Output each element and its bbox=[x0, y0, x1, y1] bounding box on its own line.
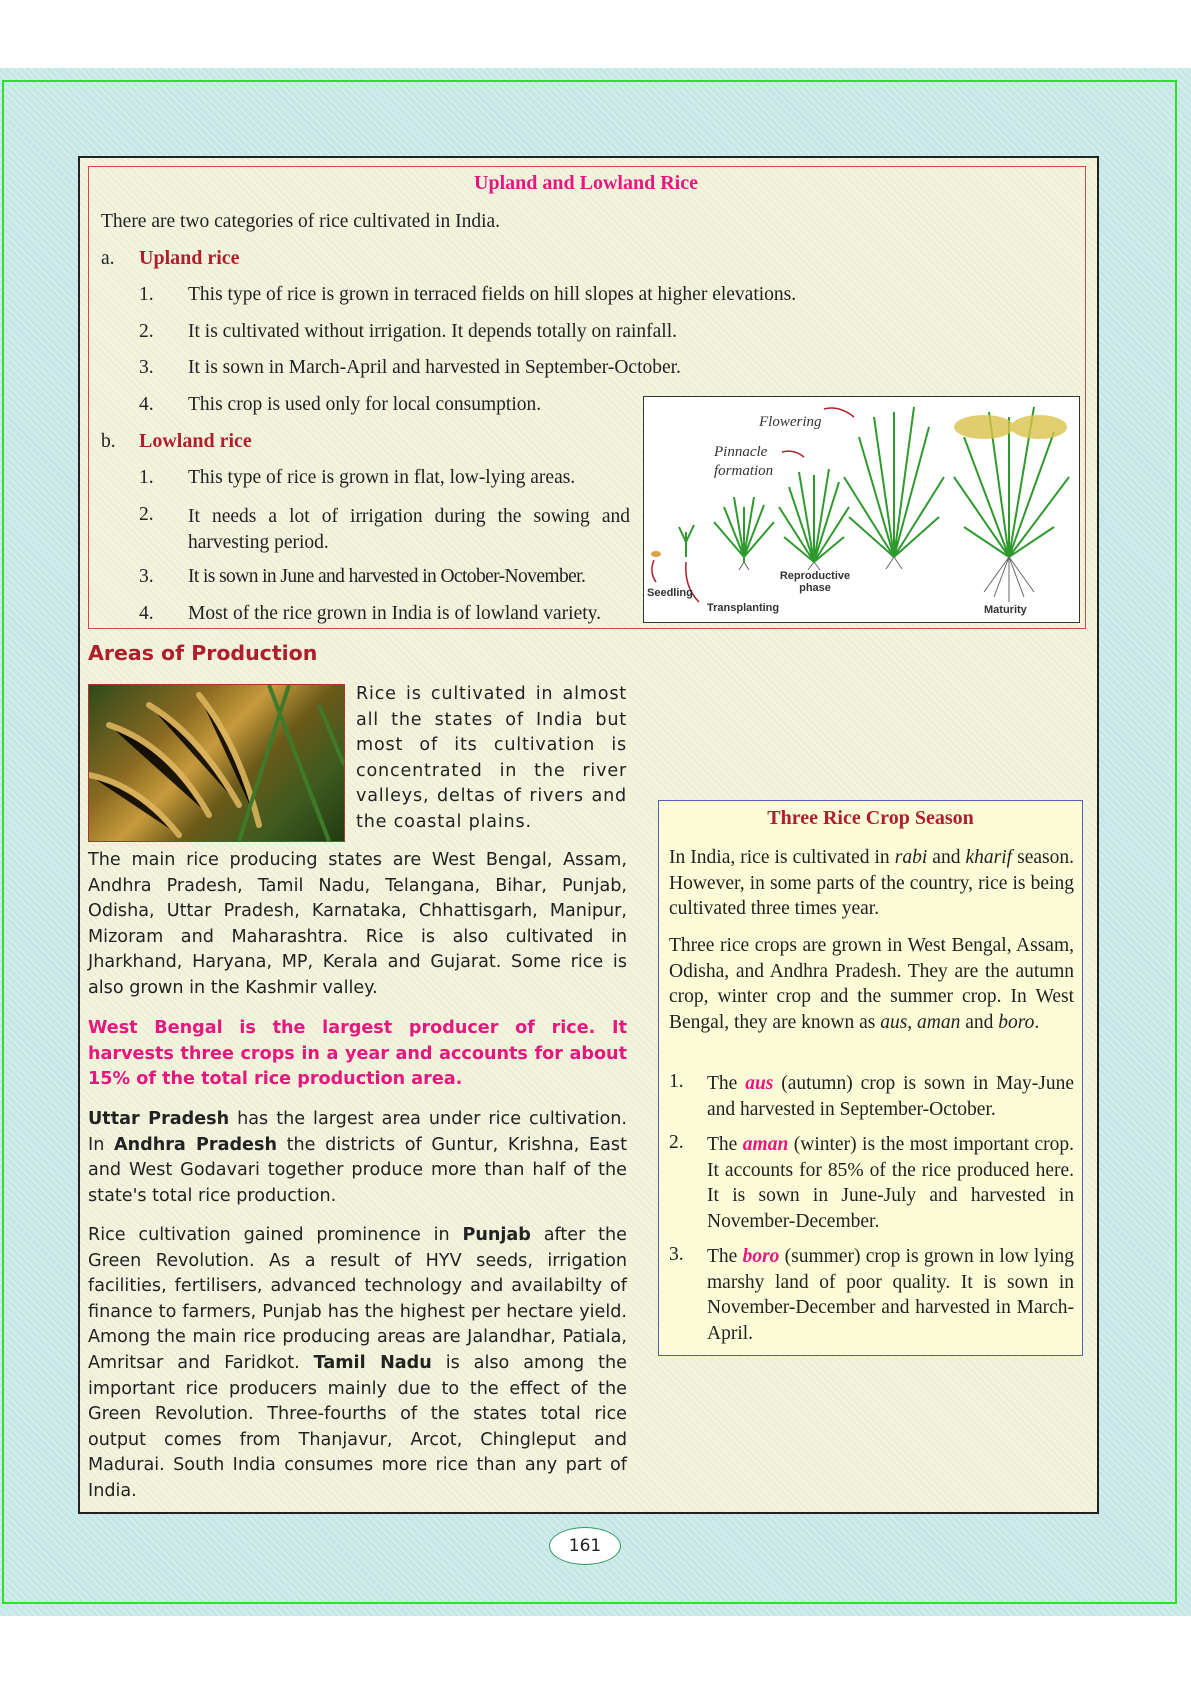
item-number: 1. bbox=[139, 467, 154, 488]
text: (summer) crop is grown in low lying marshy land of poor quality. It is sown in November-December and harvested in March-April. bbox=[707, 1246, 1074, 1344]
lowland-heading: Lowland rice bbox=[139, 430, 252, 452]
label-flowering: Flowering bbox=[759, 414, 822, 430]
rice-grain-photo bbox=[88, 684, 345, 842]
season-title: Three Rice Crop Season bbox=[767, 807, 974, 829]
item-number: 2. bbox=[139, 321, 154, 342]
text: Three rice crops are grown in West Bengal, Assam, Odisha, and Andhra Pradesh. They are the autumn crop, winter crop and the summer crop. In West Bengal, they are known as bbox=[669, 935, 1074, 1033]
highlight-paragraph: West Bengal is the largest producer of rice. It harvests three crops in a year and accounts for about 15% of the total rice production area. bbox=[88, 1018, 627, 1089]
rice-panicle-image bbox=[89, 685, 344, 841]
areas-paragraph-2: The main rice producing states are West Bengal, Assam, Andhra Pradesh, Tamil Nadu, Telangana, Bihar, Punjab, Odisha, Uttar Pradesh, Karnataka, Chhattisgarh, Manipur, Mizoram and Maharashtra. Rice is also cultivated in Jharkhand, Haryana, MP, Kerala and Gujarat. Some rice is also grown in the Kashmir valley. bbox=[88, 850, 627, 998]
list-item: Most of the rice grown in India is of lowland variety. bbox=[188, 603, 602, 624]
term: boro bbox=[742, 1246, 780, 1267]
areas-paragraph-4 bbox=[88, 1223, 627, 1505]
text: the districts of Guntur, Krishna, East and West Godavari together produce more than half of the state's total rice production. bbox=[88, 1134, 627, 1206]
season-item-boro bbox=[707, 1244, 1074, 1346]
item-number: 4. bbox=[139, 394, 154, 415]
item-number: 2. bbox=[139, 504, 154, 525]
areas-paragraph-1: Rice is cultivated in almost all the states of India but most of its cultivation is concentrated in the river valleys, deltas of rivers and the coastal plains. bbox=[356, 684, 627, 832]
item-number: 3. bbox=[139, 566, 154, 587]
list-item: It needs a lot of irrigation during the sowing and harvesting period. bbox=[188, 506, 630, 553]
term: kharif bbox=[965, 847, 1013, 868]
list-item: This crop is used only for local consumption. bbox=[188, 394, 542, 415]
season-paragraph-1 bbox=[669, 845, 1074, 922]
list-item: This type of rice is grown in flat, low-lying areas. bbox=[188, 467, 576, 488]
term: aman bbox=[917, 1011, 961, 1033]
text: The bbox=[707, 1134, 743, 1155]
label-b: b. bbox=[101, 431, 116, 452]
item-number: 1. bbox=[139, 284, 154, 305]
text: . bbox=[1034, 1011, 1040, 1033]
intro-text: There are two categories of rice cultivated in India. bbox=[101, 211, 501, 232]
bold-state: Andhra Pradesh bbox=[114, 1134, 277, 1155]
season-item-aus bbox=[707, 1071, 1074, 1122]
label-a: a. bbox=[101, 248, 115, 269]
text: has the largest area under rice cultivation. In bbox=[88, 1109, 627, 1155]
upland-heading: Upland rice bbox=[139, 247, 240, 269]
box-title: Upland and Lowland Rice bbox=[474, 172, 698, 194]
term: aus bbox=[745, 1073, 774, 1094]
rice-growth-stages-figure bbox=[643, 396, 1080, 623]
rice-plants-illustration bbox=[644, 397, 1079, 622]
bold-state: Tamil Nadu bbox=[313, 1352, 432, 1373]
label-reproductive: Reproductive phase bbox=[779, 570, 851, 594]
page-number: 161 bbox=[549, 1527, 621, 1565]
item-number: 2. bbox=[669, 1132, 684, 1153]
areas-paragraph-3 bbox=[88, 1107, 627, 1209]
label-pinnacle: Pinnacle formation bbox=[714, 444, 774, 479]
list-item: It is sown in March-April and harvested in September-October. bbox=[188, 357, 681, 378]
item-number: 3. bbox=[669, 1244, 684, 1265]
text: The bbox=[707, 1073, 746, 1094]
bold-state: Punjab bbox=[462, 1225, 531, 1245]
term: aman bbox=[742, 1134, 789, 1155]
text: (winter) is the most important crop. It accounts for 85% of the rice produced here. It is sown in June-July and harvested in November-December. bbox=[707, 1134, 1074, 1232]
bold-state: Uttar Pradesh bbox=[88, 1109, 230, 1129]
text: In India, rice is cultivated in bbox=[669, 847, 895, 868]
item-number: 4. bbox=[139, 603, 154, 624]
term: boro bbox=[998, 1011, 1035, 1033]
season-paragraph-2 bbox=[669, 933, 1074, 1035]
three-rice-season-box bbox=[658, 800, 1083, 1356]
term: aus bbox=[880, 1011, 908, 1033]
text: Rice cultivation gained prominence in bbox=[88, 1225, 463, 1245]
areas-heading: Areas of Production bbox=[88, 641, 318, 665]
label-seedling: Seedling bbox=[647, 587, 693, 599]
season-item-aman bbox=[707, 1132, 1074, 1234]
text: and bbox=[927, 847, 966, 868]
text: season. However, in some parts of the country, rice is being cultivated three times year. bbox=[669, 847, 1074, 919]
term: rabi bbox=[894, 847, 928, 868]
label-transplanting: Transplanting bbox=[707, 602, 780, 614]
item-number: 1. bbox=[669, 1071, 684, 1092]
text: (autumn) crop is sown in May-June and harvested in September-October. bbox=[707, 1073, 1074, 1120]
text: , bbox=[907, 1011, 918, 1033]
list-item: This type of rice is grown in terraced fields on hill slopes at higher elevations. bbox=[188, 284, 797, 305]
list-item: It is sown in June and harvested in October-November. bbox=[188, 566, 586, 587]
list-item: It is cultivated without irrigation. It depends totally on rainfall. bbox=[188, 321, 678, 342]
text: and bbox=[960, 1011, 999, 1033]
text: after the Green Revolution. As a result of HYV seeds, irrigation facilities, fertilisers, advanced technology and availabilty of finance to farmers, Punjab has the highest per hectare yield. Among the main rice producing areas are Jalandhar, Patiala, Amritsar and Faridkot. bbox=[88, 1225, 627, 1373]
label-maturity: Maturity bbox=[984, 604, 1027, 616]
text: The bbox=[707, 1246, 743, 1267]
text: is also among the important rice producers mainly due to the effect of the Green Revolution. Three-fourths of the states total rice output comes from Thanjavur, Arcot, Chingleput and Madurai. South India consumes more rice than any part of India. bbox=[88, 1352, 627, 1501]
item-number: 3. bbox=[139, 357, 154, 378]
